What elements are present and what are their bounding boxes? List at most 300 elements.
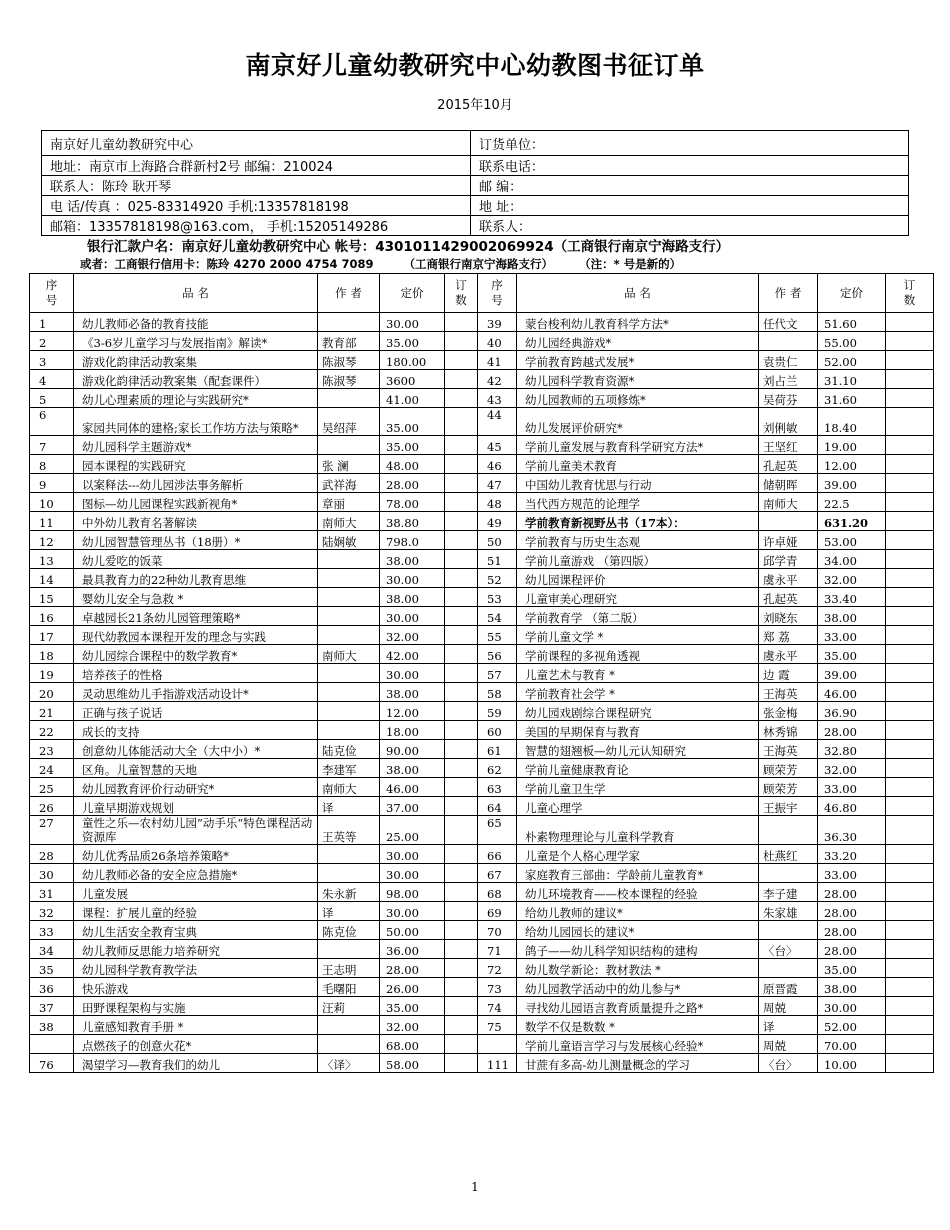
- buyer-field[interactable]: 联系人：: [471, 216, 909, 236]
- order-quantity-cell[interactable]: [886, 921, 934, 940]
- order-quantity-cell[interactable]: [886, 997, 934, 1016]
- contact-row: [42, 216, 909, 236]
- order-quantity-cell[interactable]: [886, 902, 934, 921]
- table-row: [30, 607, 934, 626]
- book-author: 张金梅: [759, 702, 818, 721]
- book-number: 36: [30, 978, 74, 997]
- book-title: 儿童艺术与教育 *: [517, 664, 759, 683]
- book-title: 儿童早期游戏规划: [74, 797, 318, 816]
- book-price: 19.00: [818, 436, 886, 455]
- order-quantity-cell[interactable]: [886, 607, 934, 626]
- book-price: 18.40: [818, 408, 886, 436]
- order-quantity-cell[interactable]: [886, 797, 934, 816]
- book-author: 虞永平: [759, 645, 818, 664]
- book-number: 13: [30, 550, 74, 569]
- book-price: 28.00: [818, 921, 886, 940]
- book-price: 28.00: [818, 883, 886, 902]
- book-title: 幼儿教师反思能力培养研究: [74, 940, 318, 959]
- book-title: 幼儿园教育评价行动研究*: [74, 778, 318, 797]
- book-author: 顾荣芳: [759, 778, 818, 797]
- table-row: [30, 389, 934, 408]
- book-number: 11: [30, 512, 74, 531]
- order-quantity-cell[interactable]: [886, 455, 934, 474]
- book-number: 68: [478, 883, 517, 902]
- book-price: 30.00: [380, 313, 445, 332]
- order-quantity-cell[interactable]: [445, 370, 478, 389]
- order-quantity-cell[interactable]: [886, 588, 934, 607]
- book-title: 幼儿爱吃的饭菜: [74, 550, 318, 569]
- book-number: 71: [478, 940, 517, 959]
- book-title: 智慧的翅翘板—幼儿元认知研究: [517, 740, 759, 759]
- order-quantity-cell[interactable]: [886, 683, 934, 702]
- book-title: 学前课程的多视角透视: [517, 645, 759, 664]
- book-price: 30.00: [380, 845, 445, 864]
- book-number: 50: [478, 531, 517, 550]
- book-number: 18: [30, 645, 74, 664]
- book-title: 幼儿环境教育——校本课程的经验: [517, 883, 759, 902]
- order-quantity-cell[interactable]: [886, 816, 934, 845]
- book-author: [318, 607, 380, 626]
- order-quantity-cell[interactable]: [445, 778, 478, 797]
- book-author: [318, 702, 380, 721]
- order-quantity-cell[interactable]: [886, 845, 934, 864]
- order-quantity-cell[interactable]: [886, 332, 934, 351]
- order-quantity-cell[interactable]: [886, 883, 934, 902]
- order-quantity-cell[interactable]: [886, 702, 934, 721]
- book-author: 毛曙阳: [318, 978, 380, 997]
- book-title: 学前儿童发展与教育科学研究方法*: [517, 436, 759, 455]
- book-title: 美国的早期保育与教育: [517, 721, 759, 740]
- book-title: 学前儿童语言学习与发展核心经验*: [517, 1035, 759, 1054]
- book-number: 4: [30, 370, 74, 389]
- order-quantity-cell[interactable]: [445, 683, 478, 702]
- book-title: 《3-6岁儿童学习与发展指南》解读*: [74, 332, 318, 351]
- table-row: [30, 940, 934, 959]
- table-row: [30, 864, 934, 883]
- order-quantity-cell[interactable]: [445, 626, 478, 645]
- book-title: 幼儿发展评价研究*: [517, 408, 759, 436]
- book-price: 3600: [380, 370, 445, 389]
- book-number: 47: [478, 474, 517, 493]
- book-number: 15: [30, 588, 74, 607]
- book-price: 25.00: [380, 816, 445, 845]
- order-quantity-cell[interactable]: [445, 474, 478, 493]
- order-quantity-cell[interactable]: [445, 959, 478, 978]
- book-price: 55.00: [818, 332, 886, 351]
- book-price: 31.60: [818, 389, 886, 408]
- book-number: 67: [478, 864, 517, 883]
- book-number: 10: [30, 493, 74, 512]
- book-author: 林秀锦: [759, 721, 818, 740]
- col-header-qty: 订数: [886, 274, 934, 313]
- order-quantity-cell[interactable]: [445, 408, 478, 436]
- book-price: 42.00: [380, 645, 445, 664]
- page-title: 南京好儿童幼教研究中心幼教图书征订单: [245, 51, 705, 80]
- order-quantity-cell[interactable]: [886, 626, 934, 645]
- order-quantity-cell[interactable]: [886, 474, 934, 493]
- table-row: [30, 1035, 934, 1054]
- book-number: 24: [30, 759, 74, 778]
- table-row: [30, 531, 934, 550]
- book-price: 28.00: [380, 959, 445, 978]
- book-order-table: [29, 273, 934, 1073]
- book-price: 78.00: [380, 493, 445, 512]
- book-title: 儿童感知教育手册 *: [74, 1016, 318, 1035]
- col-header-author: 作 者: [318, 274, 380, 313]
- order-quantity-cell[interactable]: [445, 550, 478, 569]
- book-number: 20: [30, 683, 74, 702]
- book-author: 王坚红: [759, 436, 818, 455]
- book-title: 游戏化韵律活动教案集: [74, 351, 318, 370]
- contact-table: [41, 130, 909, 236]
- book-title: 童性之乐—农村幼儿园”动手乐“特色课程活动资源库: [74, 816, 318, 845]
- buyer-field[interactable]: 地 址：: [471, 196, 909, 216]
- book-author: 袁贵仁: [759, 351, 818, 370]
- book-author: 武祥海: [318, 474, 380, 493]
- supplier-info: 联系人：陈玲 耿开琴: [42, 176, 471, 196]
- order-quantity-cell[interactable]: [445, 883, 478, 902]
- col-header-price: 定价: [380, 274, 445, 313]
- book-price: 58.00: [380, 1054, 445, 1073]
- book-price: 31.10: [818, 370, 886, 389]
- book-author: 顾荣芳: [759, 759, 818, 778]
- table-row: [30, 978, 934, 997]
- order-quantity-cell[interactable]: [445, 921, 478, 940]
- book-title: 幼儿园智慧管理丛书（18册）*: [74, 531, 318, 550]
- book-price: 70.00: [818, 1035, 886, 1054]
- book-number: 23: [30, 740, 74, 759]
- book-author: [759, 921, 818, 940]
- order-quantity-cell[interactable]: [445, 645, 478, 664]
- book-number: [30, 1035, 74, 1054]
- book-number: 62: [478, 759, 517, 778]
- order-quantity-cell[interactable]: [445, 588, 478, 607]
- order-quantity-cell[interactable]: [886, 1054, 934, 1073]
- buyer-field[interactable]: 订货单位：: [471, 131, 909, 156]
- order-quantity-cell[interactable]: [445, 1054, 478, 1073]
- book-number: 9: [30, 474, 74, 493]
- book-price: 12.00: [380, 702, 445, 721]
- table-row: [30, 493, 934, 512]
- book-number: 19: [30, 664, 74, 683]
- book-number: 52: [478, 569, 517, 588]
- book-title: 区角。儿童智慧的天地: [74, 759, 318, 778]
- table-row: [30, 370, 934, 389]
- order-quantity-cell[interactable]: [445, 1016, 478, 1035]
- order-quantity-cell[interactable]: [886, 959, 934, 978]
- book-number: 7: [30, 436, 74, 455]
- book-number: 38: [30, 1016, 74, 1035]
- table-header-row: [30, 274, 934, 313]
- order-quantity-cell[interactable]: [445, 313, 478, 332]
- order-quantity-cell[interactable]: [886, 436, 934, 455]
- table-row: [30, 816, 934, 845]
- order-quantity-cell[interactable]: [445, 978, 478, 997]
- order-quantity-cell[interactable]: [886, 370, 934, 389]
- book-author: [318, 721, 380, 740]
- book-number: 42: [478, 370, 517, 389]
- book-price: 12.00: [818, 455, 886, 474]
- book-title: 卓越园长21条幼儿园管理策略*: [74, 607, 318, 626]
- book-author: [318, 683, 380, 702]
- book-author: 吴荷芬: [759, 389, 818, 408]
- book-number: 33: [30, 921, 74, 940]
- book-title: 婴幼儿安全与急救 *: [74, 588, 318, 607]
- book-title: 幼儿园教师的五项修炼*: [517, 389, 759, 408]
- book-author: 原晋霞: [759, 978, 818, 997]
- order-quantity-cell[interactable]: [886, 1016, 934, 1035]
- book-author: 李子建: [759, 883, 818, 902]
- order-quantity-cell[interactable]: [886, 664, 934, 683]
- book-title: 学前教育与历史生态观: [517, 531, 759, 550]
- order-quantity-cell[interactable]: [886, 1035, 934, 1054]
- order-quantity-cell[interactable]: [886, 759, 934, 778]
- book-price: 38.80: [380, 512, 445, 531]
- book-number: 64: [478, 797, 517, 816]
- book-number: 53: [478, 588, 517, 607]
- order-quantity-cell[interactable]: [886, 740, 934, 759]
- book-number: 45: [478, 436, 517, 455]
- book-number: 28: [30, 845, 74, 864]
- table-row: [30, 351, 934, 370]
- book-author: 〈台〉: [759, 940, 818, 959]
- order-quantity-cell[interactable]: [445, 740, 478, 759]
- book-author: 王振宇: [759, 797, 818, 816]
- book-author: [318, 864, 380, 883]
- book-number: 21: [30, 702, 74, 721]
- book-title: 成长的支持: [74, 721, 318, 740]
- book-title: 渴望学习—教育我们的幼儿: [74, 1054, 318, 1073]
- table-row: [30, 778, 934, 797]
- book-price: 32.00: [818, 759, 886, 778]
- book-author: [759, 959, 818, 978]
- table-row: [30, 683, 934, 702]
- order-quantity-cell[interactable]: [445, 902, 478, 921]
- book-number: 60: [478, 721, 517, 740]
- order-quantity-cell[interactable]: [886, 408, 934, 436]
- book-author: 虞永平: [759, 569, 818, 588]
- col-header-name: 品 名: [74, 274, 318, 313]
- book-author: 王海英: [759, 740, 818, 759]
- book-price: 90.00: [380, 740, 445, 759]
- book-price: 48.00: [380, 455, 445, 474]
- order-quantity-cell[interactable]: [886, 978, 934, 997]
- order-quantity-cell[interactable]: [886, 531, 934, 550]
- book-price: 38.00: [380, 683, 445, 702]
- book-number: 46: [478, 455, 517, 474]
- book-number: 8: [30, 455, 74, 474]
- order-quantity-cell[interactable]: [445, 702, 478, 721]
- book-author: [318, 940, 380, 959]
- book-price: 631.20: [818, 512, 886, 531]
- order-quantity-cell[interactable]: [445, 607, 478, 626]
- order-quantity-cell[interactable]: [445, 759, 478, 778]
- book-title: 给幼儿园园长的建议*: [517, 921, 759, 940]
- book-price: 26.00: [380, 978, 445, 997]
- book-price: 22.5: [818, 493, 886, 512]
- book-price: 36.90: [818, 702, 886, 721]
- order-quantity-cell[interactable]: [886, 512, 934, 531]
- order-quantity-cell[interactable]: [886, 313, 934, 332]
- book-title: 幼儿园科学教育资源*: [517, 370, 759, 389]
- order-quantity-cell[interactable]: [886, 778, 934, 797]
- book-author: 边 霞: [759, 664, 818, 683]
- book-price: 32.00: [380, 626, 445, 645]
- book-price: 30.00: [380, 607, 445, 626]
- supplier-info: 南京好儿童幼教研究中心: [42, 131, 471, 156]
- book-price: 33.20: [818, 845, 886, 864]
- order-quantity-cell[interactable]: [886, 721, 934, 740]
- order-quantity-cell[interactable]: [445, 455, 478, 474]
- order-quantity-cell[interactable]: [886, 493, 934, 512]
- order-quantity-cell[interactable]: [445, 797, 478, 816]
- book-author: [759, 512, 818, 531]
- table-row: [30, 921, 934, 940]
- book-title: 最具教育力的22种幼儿教育思维: [74, 569, 318, 588]
- book-price: 52.00: [818, 1016, 886, 1035]
- book-author: 刘占兰: [759, 370, 818, 389]
- book-number: 56: [478, 645, 517, 664]
- contact-row: [42, 196, 909, 216]
- buyer-field[interactable]: 联系电话：: [471, 156, 909, 176]
- book-number: 72: [478, 959, 517, 978]
- table-row: [30, 883, 934, 902]
- book-price: 38.00: [818, 978, 886, 997]
- table-row: [30, 332, 934, 351]
- book-price: 180.00: [380, 351, 445, 370]
- table-row: [30, 740, 934, 759]
- table-row: [30, 664, 934, 683]
- order-quantity-cell[interactable]: [886, 940, 934, 959]
- book-title: 学前教育跨越式发展*: [517, 351, 759, 370]
- book-price: 30.00: [380, 902, 445, 921]
- book-author: 吴绍萍: [318, 408, 380, 436]
- book-author: 陆克俭: [318, 740, 380, 759]
- supplier-info: 邮箱：13357818198@163.com， 手机:15205149286: [42, 216, 471, 236]
- book-author: 陈淑琴: [318, 370, 380, 389]
- table-row: [30, 997, 934, 1016]
- order-quantity-cell[interactable]: [445, 512, 478, 531]
- book-title: 学前儿童卫生学: [517, 778, 759, 797]
- order-quantity-cell[interactable]: [445, 1035, 478, 1054]
- book-title: 幼儿心理素质的理论与实践研究*: [74, 389, 318, 408]
- book-title: 图标—幼儿园课程实践新视角*: [74, 493, 318, 512]
- book-price: 33.40: [818, 588, 886, 607]
- order-quantity-cell[interactable]: [445, 493, 478, 512]
- order-quantity-cell[interactable]: [445, 721, 478, 740]
- book-title: 学前儿童文学 *: [517, 626, 759, 645]
- book-title: 鸽子——幼儿科学知识结构的建构: [517, 940, 759, 959]
- book-author: 汪莉: [318, 997, 380, 1016]
- order-quantity-cell[interactable]: [445, 816, 478, 845]
- contact-row: [42, 176, 909, 196]
- order-quantity-cell[interactable]: [445, 845, 478, 864]
- order-quantity-cell[interactable]: [445, 436, 478, 455]
- book-number: 76: [30, 1054, 74, 1073]
- order-quantity-cell[interactable]: [886, 864, 934, 883]
- order-quantity-cell[interactable]: [445, 940, 478, 959]
- book-author: 陆娴敏: [318, 531, 380, 550]
- book-title: 幼儿教师必备的教育技能: [74, 313, 318, 332]
- book-number: 55: [478, 626, 517, 645]
- book-price: 38.00: [380, 759, 445, 778]
- book-title: 儿童审美心理研究: [517, 588, 759, 607]
- book-price: 46.00: [818, 683, 886, 702]
- book-title: 蒙台梭利幼儿教育科学方法*: [517, 313, 759, 332]
- book-title: 课程：扩展儿童的经验: [74, 902, 318, 921]
- book-number: 51: [478, 550, 517, 569]
- book-author: [318, 845, 380, 864]
- supplier-info: 地址：南京市上海路合群新村2号 邮编：210024: [42, 156, 471, 176]
- book-number: 27: [30, 816, 74, 845]
- book-number: 3: [30, 351, 74, 370]
- book-author: 译: [759, 1016, 818, 1035]
- book-title: 给幼儿教师的建议*: [517, 902, 759, 921]
- order-quantity-cell[interactable]: [445, 997, 478, 1016]
- book-number: 22: [30, 721, 74, 740]
- book-number: 57: [478, 664, 517, 683]
- book-title: 以案释法---幼儿园涉法事务解析: [74, 474, 318, 493]
- table-row: [30, 902, 934, 921]
- book-author: 章丽: [318, 493, 380, 512]
- book-title: 创意幼儿体能活动大全（大中小）*: [74, 740, 318, 759]
- buyer-field[interactable]: 邮 编：: [471, 176, 909, 196]
- col-header-price: 定价: [818, 274, 886, 313]
- book-author: [759, 864, 818, 883]
- book-author: 孔起英: [759, 588, 818, 607]
- col-header-author: 作 者: [759, 274, 818, 313]
- book-title: 家园共同体的建格;家长工作坊方法与策略*: [74, 408, 318, 436]
- book-title: 幼儿园科学主题游戏*: [74, 436, 318, 455]
- order-quantity-cell[interactable]: [886, 569, 934, 588]
- col-header-name: 品 名: [517, 274, 759, 313]
- book-price: 39.00: [818, 474, 886, 493]
- book-price: 33.00: [818, 778, 886, 797]
- book-price: 33.00: [818, 626, 886, 645]
- book-author: 刘俐敏: [759, 408, 818, 436]
- table-row: [30, 959, 934, 978]
- new-mark-note: （注：* 号是新的）: [579, 257, 682, 271]
- order-quantity-cell[interactable]: [445, 332, 478, 351]
- order-quantity-cell[interactable]: [886, 550, 934, 569]
- book-author: 南师大: [759, 493, 818, 512]
- book-title: 学前儿童健康教育论: [517, 759, 759, 778]
- book-author: 王海英: [759, 683, 818, 702]
- order-quantity-cell[interactable]: [445, 389, 478, 408]
- table-row: [30, 845, 934, 864]
- book-price: 32.00: [380, 1016, 445, 1035]
- order-quantity-cell[interactable]: [445, 864, 478, 883]
- order-quantity-cell[interactable]: [886, 351, 934, 370]
- book-author: 南师大: [318, 778, 380, 797]
- book-title: 游戏化韵律活动教案集（配套课件）: [74, 370, 318, 389]
- order-quantity-cell[interactable]: [886, 645, 934, 664]
- book-title: 学前儿童美术教育: [517, 455, 759, 474]
- order-quantity-cell[interactable]: [445, 351, 478, 370]
- book-author: 陈克俭: [318, 921, 380, 940]
- table-row: [30, 1016, 934, 1035]
- order-quantity-cell[interactable]: [445, 531, 478, 550]
- order-quantity-cell[interactable]: [445, 569, 478, 588]
- order-quantity-cell[interactable]: [886, 389, 934, 408]
- book-number: [478, 1035, 517, 1054]
- book-author: 陈淑琴: [318, 351, 380, 370]
- book-title: 学前教育学 （第二版）: [517, 607, 759, 626]
- book-number: 49: [478, 512, 517, 531]
- order-quantity-cell[interactable]: [445, 664, 478, 683]
- supplier-info: 电 话/传真 ：025-83314920 手机:13357818198: [42, 196, 471, 216]
- book-price: 30.00: [380, 664, 445, 683]
